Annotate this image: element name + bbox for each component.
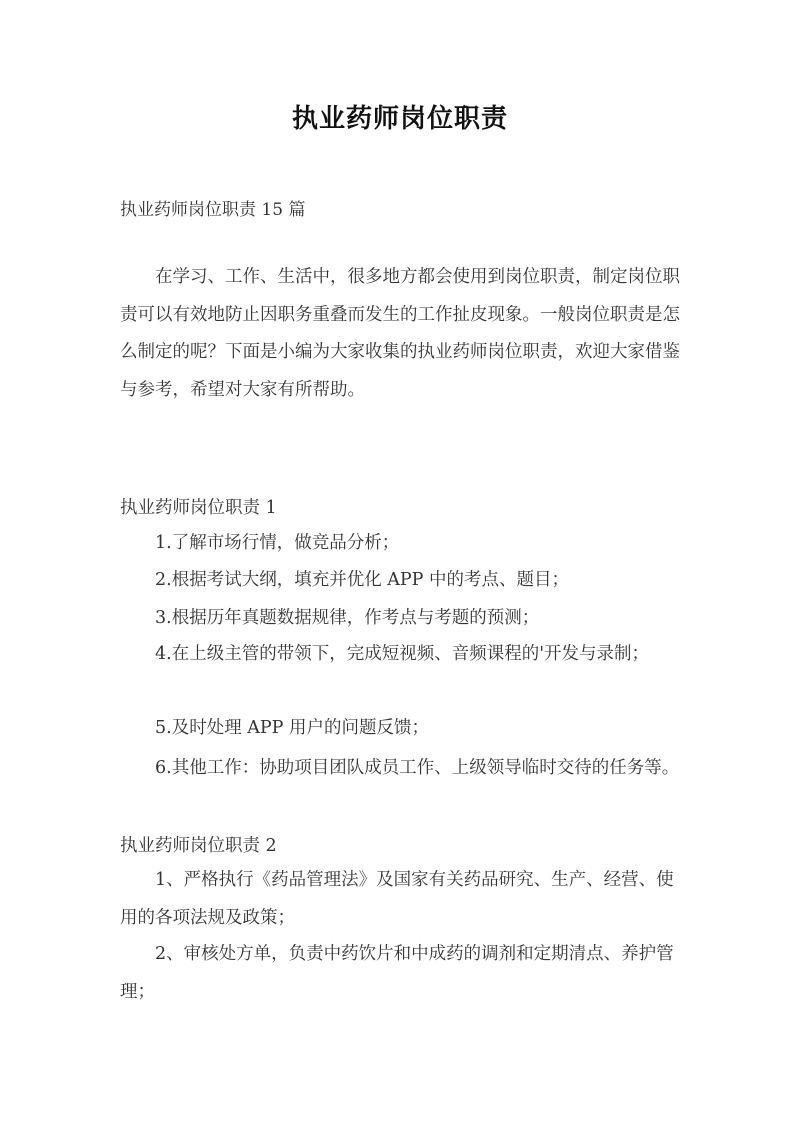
- list-item: 3.根据历年真题数据规律，作考点与考题的预测；: [155, 608, 540, 628]
- section-heading-2: 执业药师岗位职责 2: [120, 836, 277, 856]
- document-title: 执业药师岗位职责: [291, 104, 508, 134]
- list-item: 1、严格执行《药品管理法》及国家有关药品研究、生产、经营、使用的各项法规及政策；: [120, 870, 674, 928]
- list-item: 1.了解市场行情，做竞品分析；: [155, 533, 400, 553]
- list-item: 2、审核处方单，负责中药饮片和中成药的调剂和定期清点、养护管理；: [120, 944, 674, 1002]
- section-heading-1: 执业药师岗位职责 1: [120, 498, 277, 518]
- list-item: 4.在上级主管的带领下，完成短视频、音频课程的'开发与录制；: [155, 644, 650, 664]
- list-item: 5.及时处理 APP 用户的问题反馈；: [155, 718, 430, 738]
- list-item: 2.根据考试大纲，填充并优化 APP 中的考点、题目；: [155, 570, 570, 590]
- list-item: 6.其他工作：协助项目团队成员工作、上级领导临时交待的任务等。: [155, 758, 680, 778]
- document-subtitle: 执业药师岗位职责 15 篇: [120, 200, 306, 220]
- intro-paragraph: 在学习、工作、生活中，很多地方都会使用到岗位职责，制定岗位职责可以有效地防止因职务重叠而发生的工作扯皮现象。一般岗位职责是怎么制定的呢？下面是小编为大家收集的执业药师岗位职责，欢迎大家借鉴与参考，希望对大家有所帮助。: [120, 267, 680, 400]
